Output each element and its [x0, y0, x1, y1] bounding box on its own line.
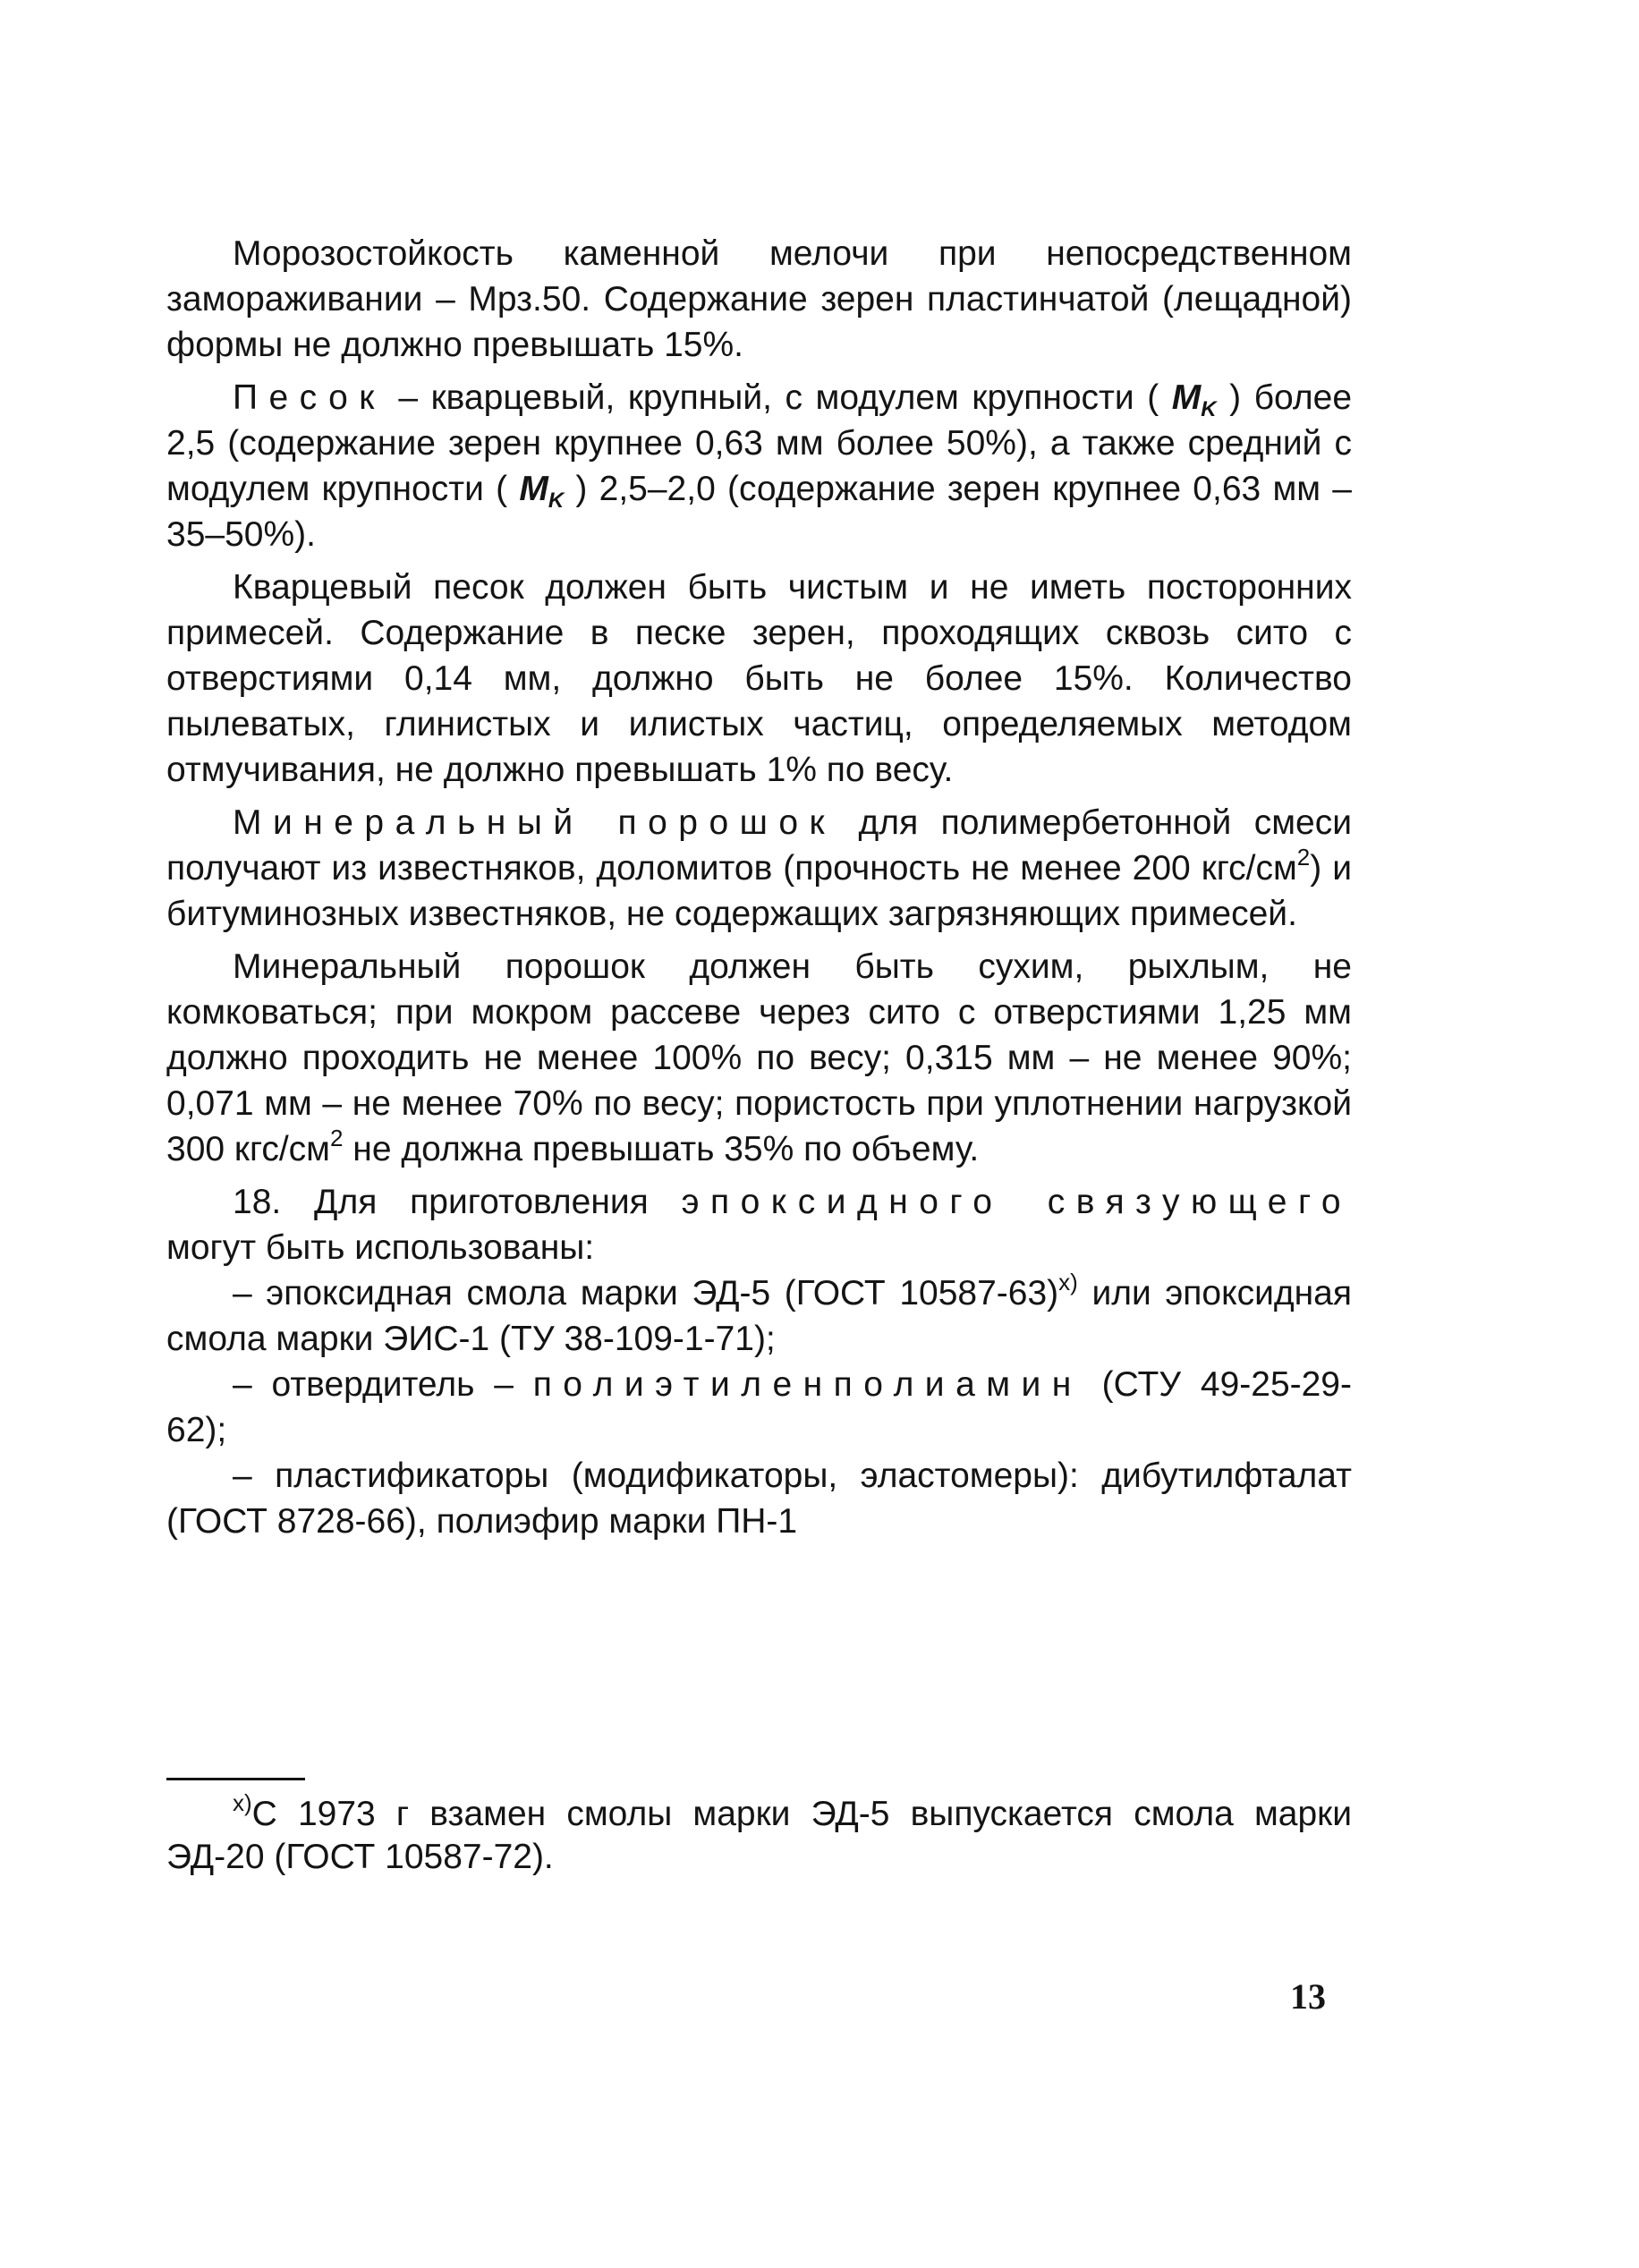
paragraph-powder-requirements	[166, 944, 1352, 1172]
paragraph-text: – кварцевый, крупный, с модулем крупности (	[385, 378, 1172, 417]
superscript: 2	[1296, 844, 1311, 871]
paragraph-text: ) 2,5–2,0 (содержание зерен крупнее 0,63 мм – 35–50%).	[166, 470, 1352, 554]
paragraph-item-18	[166, 1179, 1352, 1270]
paragraph-quartz-sand	[166, 565, 1352, 793]
footnote-marker: x)	[233, 1789, 252, 1816]
footnote-divider	[166, 1778, 305, 1780]
paragraph-text: для полимербетонной смеси получают из известняков, доломитов (прочность не менее 200 кгс/см	[166, 803, 1352, 888]
paragraph-sand	[166, 375, 1352, 557]
footnote-paragraph	[166, 1789, 1352, 1879]
main-text	[166, 231, 1352, 1544]
list-item-plasticizers	[166, 1453, 1352, 1544]
list-item-epoxy-resin	[166, 1270, 1352, 1362]
superscript: 2	[329, 1125, 344, 1151]
paragraph-lead-term: Песок	[233, 378, 386, 417]
footnote	[166, 1789, 1352, 1879]
paragraph-text: Кварцевый песок должен быть чистым и не иметь посторонних примесей. Содержание в песке зерен, проходящих сквозь сито с отверстиями 0,14 мм, должно быть не более 15%. Количество пылеватых, глинистых и илистых частиц, определяемых методом отмучивания, не должно превышать 1% по весу.	[166, 568, 1352, 789]
footnote-reference: x)	[1058, 1269, 1078, 1295]
paragraph-text: – отвердитель –	[233, 1365, 533, 1404]
paragraph-text: ) более 2,5 (содержание зерен крупнее 0,63 мм более 50%), а также средний с модулем крупности (	[166, 378, 1353, 508]
modulus-subscript: K	[1201, 397, 1217, 421]
page-number: 13	[1290, 1976, 1326, 2017]
paragraph-text: или эпоксидная смола марки ЭИС-1 (ТУ 38-109-1-71);	[166, 1274, 1352, 1358]
modulus-symbol: M	[1171, 378, 1202, 417]
spaced-term: эпоксидного связующего	[681, 1183, 1352, 1221]
list-item-hardener	[166, 1362, 1352, 1453]
paragraph-text: ) и битуминозных известняков, не содержащих загрязняющих примесей.	[166, 849, 1353, 933]
spaced-term: полиэтиленполиамин	[532, 1365, 1083, 1404]
paragraph-text: Для приготовления	[281, 1183, 682, 1221]
paragraph-mineral-powder	[166, 800, 1352, 937]
paragraph-text: Морозостойкость каменной мелочи при непосредственном замораживании – Мрз.50. Содержание зерен пластинчатой (лещадной) формы не должно превышать 15%.	[166, 234, 1352, 364]
modulus-subscript: K	[548, 488, 565, 513]
paragraph-text: могут быть использованы:	[166, 1228, 595, 1267]
paragraph-text: (СТУ 49-25-29-62);	[166, 1365, 1352, 1449]
paragraph-text: не должна превышать 35% по объему.	[343, 1130, 980, 1168]
paragraph-text: – пластификаторы (модификаторы, эластомеры): дибутилфталат (ГОСТ 8728-66), полиэфир марки ПН-1	[166, 1457, 1352, 1541]
footnote-text: С 1973 г взамен смолы марки ЭД-5 выпускается смола марки ЭД-20 (ГОСТ 10587-72).	[166, 1795, 1352, 1876]
paragraph-text: – эпоксидная смола марки ЭД-5 (ГОСТ 10587-63)	[233, 1274, 1059, 1312]
paragraph-frost-resistance	[166, 231, 1352, 368]
paragraph-text: Минеральный порошок должен быть сухим, рыхлым, не комковаться; при мокром рассеве через сито с отверстиями 1,25 мм должно проходить не менее 100% по весу; 0,315 мм – не менее 90%; 0,071 мм – не менее 70% по весу; пористость при уплотнении нагрузкой 300 кгс/см	[166, 947, 1352, 1168]
item-number: 18.	[233, 1183, 282, 1221]
modulus-symbol: M	[519, 470, 548, 508]
paragraph-lead-term: Минеральный порошок	[233, 803, 836, 842]
